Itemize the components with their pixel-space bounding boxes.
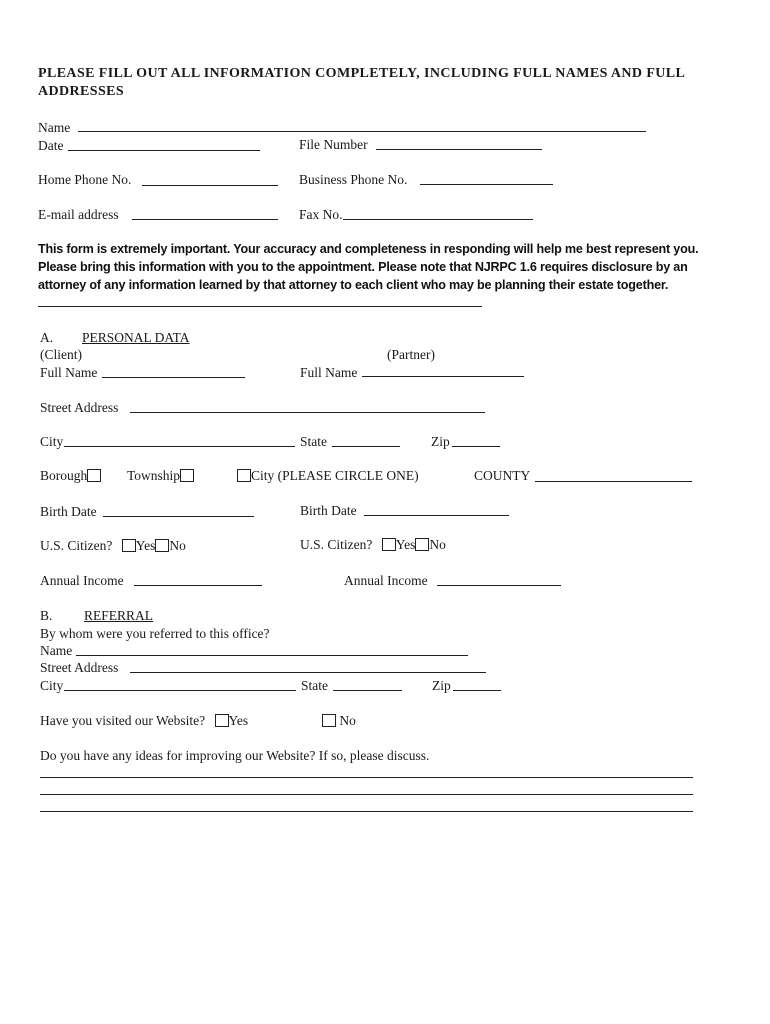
partner-birth-date-label: Birth Date [300, 503, 357, 518]
partner-birth-date-field[interactable] [364, 515, 509, 516]
file-number-label: File Number [299, 137, 368, 152]
client-annual-income-label: Annual Income [40, 573, 124, 588]
client-citizen-no-label: No [169, 538, 186, 553]
city-checkbox[interactable] [237, 469, 251, 482]
client-full-name-label: Full Name [40, 365, 98, 380]
business-phone-label: Business Phone No. [299, 172, 408, 187]
notice-divider [38, 306, 482, 307]
borough-checkbox[interactable] [87, 469, 101, 482]
notice-line3: attorney of any information learned by that attorney to each client who may be planning their estate together. [38, 278, 669, 292]
referral-state-label: State [301, 678, 328, 693]
partner-annual-income-label: Annual Income [344, 573, 428, 588]
form-heading-line2: ADDRESSES [38, 84, 125, 99]
referral-zip-label: Zip [432, 678, 451, 693]
website-no-label: No [339, 713, 356, 728]
business-phone-field[interactable] [420, 184, 553, 185]
city-circle-label: City (PLEASE CIRCLE ONE) [251, 468, 419, 483]
client-label: (Client) [40, 347, 82, 362]
client-annual-income-field[interactable] [134, 585, 262, 586]
referral-question: By whom were you referred to this office? [40, 626, 270, 641]
name-label: Name [38, 120, 71, 135]
client-full-name-field[interactable] [102, 377, 245, 378]
client-citizen-label: U.S. Citizen? [40, 538, 113, 553]
fax-field[interactable] [343, 219, 533, 220]
website-no-checkbox[interactable] [322, 714, 336, 727]
referral-zip-field[interactable] [453, 690, 501, 691]
partner-label: (Partner) [387, 347, 435, 362]
township-option [127, 468, 194, 484]
partner-annual-income-field[interactable] [437, 585, 561, 586]
referral-city-field[interactable] [64, 690, 296, 691]
partner-citizen-label: U.S. Citizen? [300, 537, 373, 552]
referral-name-label: Name [40, 643, 73, 658]
partner-citizen-yes-label: Yes [395, 537, 416, 552]
section-a-letter: A. [40, 330, 54, 345]
client-city-label: City [40, 434, 64, 449]
section-b-letter: B. [40, 608, 53, 623]
partner-full-name-field[interactable] [362, 376, 524, 377]
client-state-field[interactable] [332, 446, 400, 447]
client-street-address-field[interactable] [130, 412, 485, 413]
municipality-row [40, 468, 101, 484]
form-heading-line1: PLEASE FILL OUT ALL INFORMATION COMPLETELY, INCLUDING FULL NAMES AND FULL [38, 66, 686, 81]
county-field[interactable] [535, 481, 692, 482]
website-ideas-line-3[interactable] [40, 811, 693, 812]
date-label: Date [38, 138, 64, 153]
client-citizen-row [40, 538, 186, 554]
client-zip-field[interactable] [452, 446, 500, 447]
client-birth-date-field[interactable] [103, 516, 254, 517]
borough-label: Borough [40, 468, 88, 483]
website-question-label: Have you visited our Website? [40, 713, 206, 728]
client-state-label: State [300, 434, 327, 449]
section-a-title: PERSONAL DATA [82, 330, 190, 345]
fax-label: Fax No. [299, 207, 343, 222]
home-phone-label: Home Phone No. [38, 172, 132, 187]
client-zip-label: Zip [431, 434, 450, 449]
website-yes-checkbox[interactable] [215, 714, 229, 727]
referral-street-address-field[interactable] [130, 672, 486, 673]
township-label: Township [127, 468, 181, 483]
section-b-title: REFERRAL [84, 608, 154, 623]
website-question-row [40, 713, 248, 729]
township-checkbox[interactable] [180, 469, 194, 482]
referral-name-field[interactable] [76, 655, 468, 656]
home-phone-field[interactable] [142, 185, 278, 186]
file-number-field[interactable] [376, 149, 542, 150]
client-street-address-label: Street Address [40, 400, 119, 415]
client-citizen-no-checkbox[interactable] [155, 539, 169, 552]
county-label: COUNTY [474, 468, 531, 483]
email-label: E-mail address [38, 207, 119, 222]
website-ideas-question: Do you have any ideas for improving our Website? If so, please discuss. [40, 748, 430, 763]
referral-city-label: City [40, 678, 64, 693]
city-option [237, 468, 419, 484]
referral-street-address-label: Street Address [40, 660, 119, 675]
notice-line1: This form is extremely important. Your accuracy and completeness in responding will help me best represent you. [38, 242, 699, 256]
partner-full-name-label: Full Name [300, 365, 358, 380]
client-city-field[interactable] [64, 446, 295, 447]
name-field[interactable] [78, 131, 646, 132]
website-yes-label: Yes [228, 713, 249, 728]
client-citizen-yes-label: Yes [135, 538, 156, 553]
partner-citizen-no-checkbox[interactable] [415, 538, 429, 551]
partner-citizen-yes-checkbox[interactable] [382, 538, 396, 551]
date-field[interactable] [68, 150, 260, 151]
website-ideas-line-2[interactable] [40, 794, 693, 795]
website-no-option [322, 713, 356, 729]
client-citizen-yes-checkbox[interactable] [122, 539, 136, 552]
referral-state-field[interactable] [333, 690, 402, 691]
partner-citizen-row [300, 537, 446, 553]
partner-citizen-no-label: No [429, 537, 446, 552]
email-field[interactable] [132, 219, 278, 220]
notice-line2: Please bring this information with you to the appointment. Please note that NJRPC 1.6 requires disclosure by an [38, 260, 688, 274]
website-ideas-line-1[interactable] [40, 777, 693, 778]
client-birth-date-label: Birth Date [40, 504, 97, 519]
